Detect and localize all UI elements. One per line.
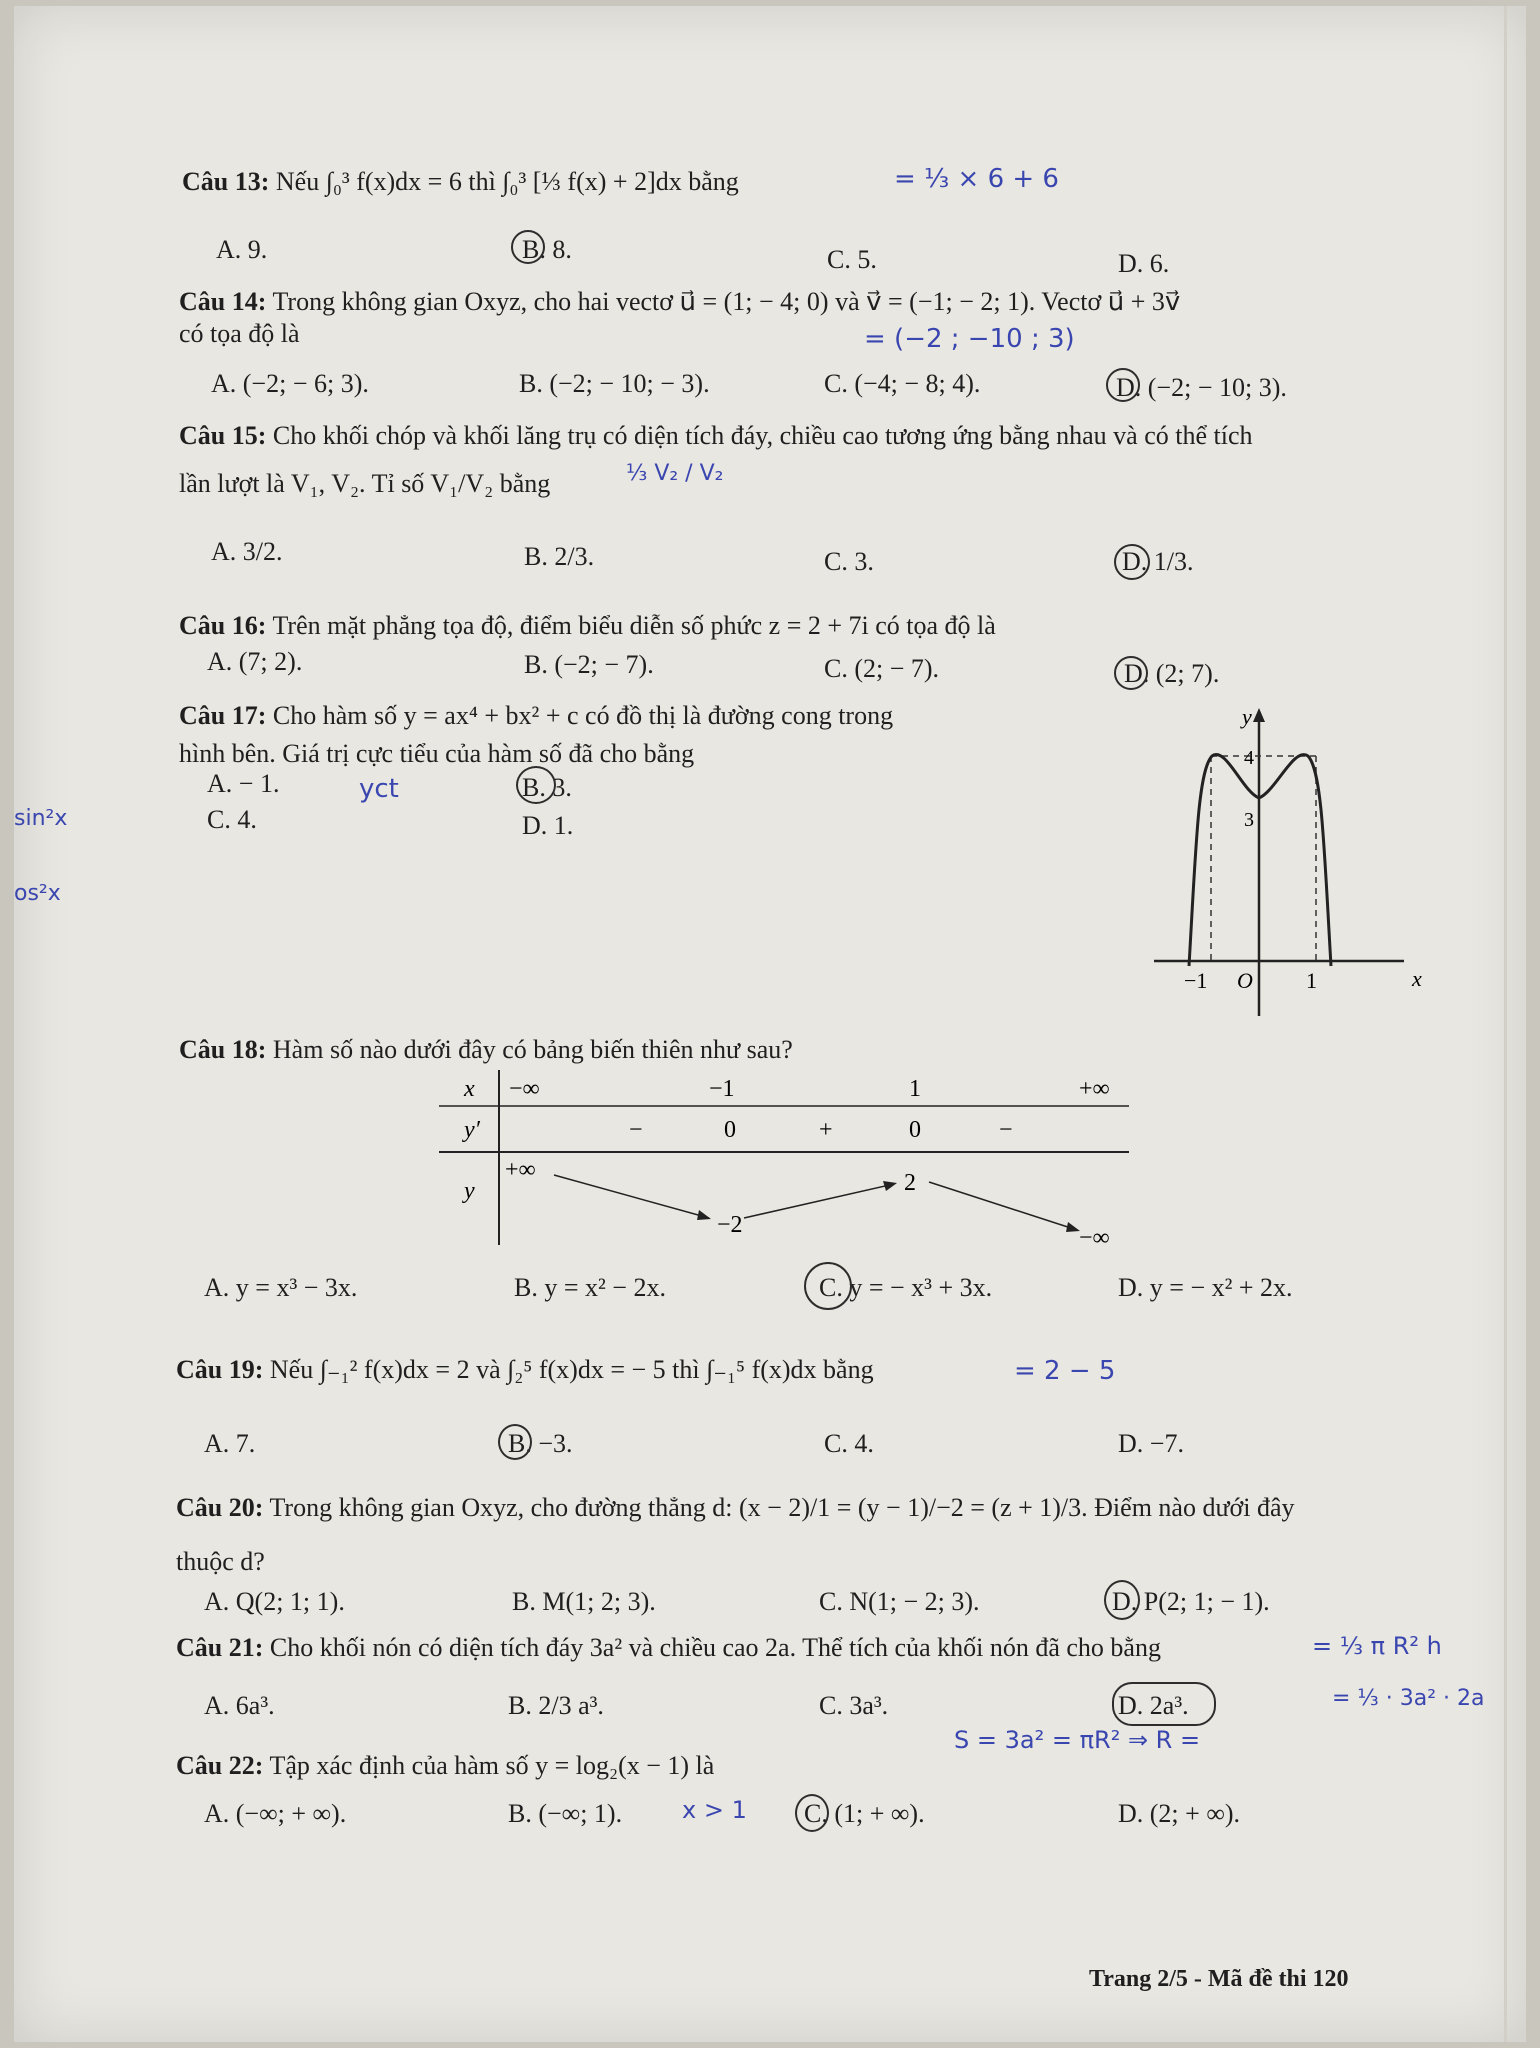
option-d[interactable]: D. (−2; − 10; 3). — [1116, 373, 1287, 402]
question-label: Câu 20: — [176, 1493, 264, 1522]
question-label: Câu 15: — [179, 421, 267, 450]
option-b[interactable]: B. (−2; − 7). — [524, 650, 654, 679]
option-c[interactable]: C. 4. — [824, 1429, 874, 1458]
option-c[interactable]: C. (−4; − 8; 4). — [824, 369, 981, 398]
quartic-graph — [1134, 696, 1434, 1026]
question-text: Trong không gian Oxyz, cho hai vectơ u⃗ = (1; − 4; 0) và v⃗ = (−1; − 2; 1). Vectơ u⃗ + 3v⃗ — [272, 287, 1181, 316]
variation-table — [439, 1070, 1139, 1250]
question-22 — [176, 1750, 714, 1781]
question-text: Cho khối nón có diện tích đáy 3a² và chiều cao 2a. Thể tích của khối nón đã cho bằng — [269, 1633, 1161, 1662]
option-c[interactable]: C. (2; − 7). — [824, 654, 940, 683]
table-yprime-sign: + — [819, 1117, 833, 1143]
table-x-label: x — [464, 1076, 475, 1102]
answer-circle — [1114, 544, 1150, 580]
option-a[interactable]: A. (−2; − 6; 3). — [211, 369, 369, 398]
option-d[interactable]: D. P(2; 1; − 1). — [1112, 1587, 1270, 1616]
option-a[interactable]: A. 9. — [216, 235, 268, 264]
tick-label-4: 4 — [1244, 747, 1254, 769]
question-text: Trong không gian Oxyz, cho đường thẳng d: (x − 2)/1 = (y − 1)/−2 = (z + 1)/3. Điểm nào dưới đây — [269, 1493, 1295, 1522]
option-a[interactable]: A. (−∞; + ∞). — [204, 1799, 347, 1828]
option-c[interactable]: C. (1; + ∞). — [804, 1799, 925, 1828]
question-text: Cho khối chóp và khối lăng trụ có diện tích đáy, chiều cao tương ứng bằng nhau và có thể tích — [272, 421, 1253, 450]
question-text: Hàm số nào dưới đây có bảng biến thiên như sau? — [272, 1035, 793, 1064]
table-arrow-down — [929, 1182, 1077, 1230]
option-b[interactable]: B. 3. — [522, 773, 572, 802]
table-arrow-up — [744, 1184, 894, 1218]
answer-circle — [498, 1424, 532, 1460]
option-d[interactable]: D. 1. — [522, 811, 574, 840]
margin-note-2: os²x — [14, 881, 61, 906]
option-d[interactable]: D. (2; 7). — [1124, 659, 1220, 688]
answer-circle — [511, 230, 545, 264]
table-x-value: +∞ — [1079, 1076, 1110, 1102]
answer-circle — [1112, 1682, 1216, 1726]
option-d[interactable]: D. −7. — [1118, 1429, 1184, 1458]
table-arrow-down — [554, 1175, 709, 1218]
option-a[interactable]: A. Q(2; 1; 1). — [204, 1587, 345, 1616]
table-yprime-sign: 0 — [909, 1117, 921, 1143]
question-15 — [179, 420, 1253, 451]
option-d[interactable]: D. (2; + ∞). — [1118, 1799, 1241, 1828]
answer-circle — [1104, 1580, 1140, 1620]
option-a[interactable]: A. 6a³. — [204, 1691, 275, 1720]
origin-label: O — [1237, 968, 1253, 993]
question-17-line2: hình bên. Giá trị cực tiểu của hàm số đã cho bằng — [179, 739, 695, 768]
option-a[interactable]: A. − 1. — [207, 769, 280, 798]
question-20 — [176, 1492, 1295, 1523]
option-a[interactable]: A. (7; 2). — [207, 647, 303, 676]
arrow-head — [883, 1181, 897, 1191]
page-footer: Trang 2/5 - Mã đề thi 120 — [1089, 1966, 1349, 1992]
option-d[interactable]: D. 6. — [1118, 249, 1170, 278]
option-b[interactable]: B. 8. — [522, 235, 572, 264]
question-16 — [179, 610, 996, 641]
table-x-value: −1 — [709, 1076, 735, 1102]
question-13 — [182, 166, 739, 197]
question-label: Câu 13: — [182, 167, 270, 196]
table-x-value: −∞ — [509, 1076, 540, 1102]
handwriting-note: = (−2 ; −10 ; 3) — [864, 324, 1075, 354]
arrow-head — [697, 1210, 711, 1220]
y-axis-label: y — [1242, 704, 1252, 729]
question-21 — [176, 1632, 1161, 1663]
option-b[interactable]: B. 2/3. — [524, 542, 595, 571]
question-text: Nếu ∫₀³ f(x)dx = 6 thì ∫₀³ [⅓ f(x) + 2]dx bằng — [275, 167, 739, 196]
answer-circle — [516, 766, 556, 804]
question-19 — [176, 1354, 874, 1385]
option-a[interactable]: A. 7. — [204, 1429, 256, 1458]
handwriting-note: = 2 − 5 — [1014, 1356, 1116, 1386]
question-14 — [179, 286, 1180, 317]
table-yprime-sign: 0 — [724, 1117, 736, 1143]
tick-label-minus1: −1 — [1184, 968, 1208, 993]
table-y-value: −2 — [717, 1212, 743, 1238]
answer-circle — [1106, 368, 1140, 402]
page-fold — [1504, 6, 1507, 2042]
option-c[interactable]: C. 4. — [207, 805, 257, 834]
question-text: Trên mặt phẳng tọa độ, điểm biểu diễn số phức z = 2 + 7i có tọa độ là — [272, 611, 996, 640]
option-b[interactable]: B. M(1; 2; 3). — [512, 1587, 656, 1616]
answer-circle — [795, 1794, 829, 1832]
table-yprime-sign: − — [629, 1117, 643, 1143]
option-c[interactable]: C. 5. — [827, 245, 877, 274]
answer-circle — [1114, 656, 1148, 690]
handwriting-note: x > 1 — [682, 1796, 747, 1824]
handwriting-note: ⅓ V₂ / V₂ — [626, 461, 724, 486]
question-text: Nếu ∫₋₁² f(x)dx = 2 và ∫₂⁵ f(x)dx = − 5 thì ∫₋₁⁵ f(x)dx bằng — [269, 1355, 874, 1384]
handwriting-note: = ⅓ · 3a² · 2a — [1332, 1686, 1485, 1711]
question-label: Câu 22: — [176, 1751, 264, 1780]
handwriting-note: = ⅓ × 6 + 6 — [894, 164, 1059, 194]
option-a[interactable]: A. 3/2. — [211, 537, 283, 566]
arrow-head — [1066, 1222, 1080, 1232]
question-label: Câu 21: — [176, 1633, 264, 1662]
option-b[interactable]: B. 2/3 a³. — [508, 1691, 604, 1720]
question-label: Câu 16: — [179, 611, 267, 640]
table-yprime-sign: − — [999, 1117, 1013, 1143]
question-14-line2: có tọa độ là — [179, 319, 300, 348]
tick-label-3: 3 — [1244, 809, 1254, 831]
question-18 — [179, 1034, 793, 1065]
question-label: Câu 18: — [179, 1035, 267, 1064]
option-b[interactable]: B. −3. — [508, 1429, 573, 1458]
y-axis-arrow — [1253, 708, 1265, 722]
option-d[interactable]: D. 2a³. — [1118, 1691, 1189, 1720]
question-text: Cho hàm số y = ax⁴ + bx² + c có đồ thị là đường cong trong — [272, 701, 894, 730]
table-y-label: y — [464, 1178, 475, 1204]
tick-label-1: 1 — [1306, 968, 1317, 993]
table-yprime-label: y′ — [464, 1117, 480, 1143]
exam-page — [14, 6, 1526, 2042]
question-label: Câu 14: — [179, 287, 267, 316]
table-y-value: 2 — [904, 1170, 916, 1196]
question-label: Câu 17: — [179, 701, 267, 730]
question-text: Tập xác định của hàm số y = log₂(x − 1) là — [269, 1751, 715, 1780]
handwriting-note: = ⅓ π R² h — [1312, 1632, 1442, 1660]
option-a[interactable]: A. y = x³ − 3x. — [204, 1273, 358, 1302]
x-axis-label: x — [1412, 966, 1422, 991]
question-17 — [179, 700, 893, 731]
option-b[interactable]: B. (−2; − 10; − 3). — [519, 369, 710, 398]
option-c[interactable]: C. N(1; − 2; 3). — [819, 1587, 980, 1616]
handwriting-note: S = 3a² = πR² ⇒ R = — [954, 1726, 1201, 1754]
option-d[interactable]: D. 1/3. — [1122, 547, 1194, 576]
table-x-value: 1 — [909, 1076, 921, 1102]
question-20-line2: thuộc d? — [176, 1547, 265, 1576]
table-y-value: +∞ — [505, 1157, 536, 1183]
table-y-value: −∞ — [1079, 1225, 1110, 1250]
option-c[interactable]: C. y = − x³ + 3x. — [819, 1273, 993, 1302]
option-b[interactable]: B. y = x² − 2x. — [514, 1273, 666, 1302]
question-15-line2: lần lượt là V₁, V₂. Tỉ số V₁/V₂ bằng — [179, 469, 551, 498]
option-b[interactable]: B. (−∞; 1). — [508, 1799, 623, 1828]
handwriting-note: yct — [359, 774, 399, 804]
margin-note-1: sin²x — [14, 806, 68, 831]
option-c[interactable]: C. 3. — [824, 547, 874, 576]
option-d[interactable]: D. y = − x² + 2x. — [1118, 1273, 1293, 1302]
option-c[interactable]: C. 3a³. — [819, 1691, 889, 1720]
answer-circle — [804, 1262, 852, 1310]
question-label: Câu 19: — [176, 1355, 264, 1384]
